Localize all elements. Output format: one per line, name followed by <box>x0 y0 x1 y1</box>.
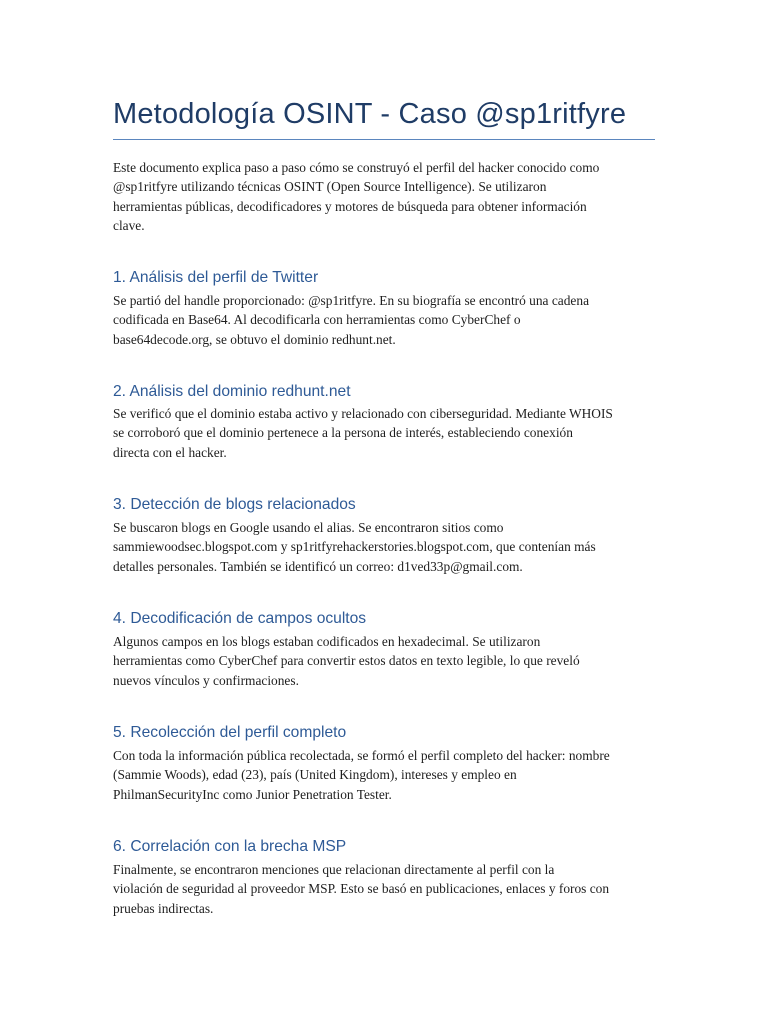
section-paragraph-blogs <box>113 518 658 576</box>
paragraph-line: violación de seguridad al proveedor MSP. Esto se basó en publicaciones, enlaces y foros con <box>113 881 610 897</box>
paragraph-line: Se buscaron blogs en Google usando el alias. Se encontraron sitios como <box>113 520 504 535</box>
section-paragraph-domain <box>113 404 658 462</box>
intro-paragraph <box>113 158 658 236</box>
paragraph-line: nuevos vínculos y confirmaciones. <box>113 672 299 688</box>
section-paragraph-decoding <box>113 632 658 690</box>
paragraph-line: Se verificó que el dominio estaba activo y relacionado con ciberseguridad. Mediante WHOIS <box>113 406 613 421</box>
section-paragraph-profile <box>113 746 658 804</box>
paragraph-line: Se partió del handle proporcionado: @sp1ritfyre. En su biografía se encontró una cadena <box>113 293 590 308</box>
paragraph-line: @sp1ritfyre utilizando técnicas OSINT (Open Source Intelligence). Se utilizaron <box>113 179 547 195</box>
section-heading-msp-breach: 6. Correlación con la brecha MSP <box>113 838 347 855</box>
page-title: Metodología OSINT - Caso @sp1ritfyre <box>113 98 627 130</box>
paragraph-line: Este documento explica paso a paso cómo se construyó el perfil del hacker conocido como <box>113 160 600 175</box>
paragraph-line: se corroboró que el dominio pertenece a la persona de interés, estableciendo conexión <box>113 425 573 441</box>
paragraph-line: base64decode.org, se obtuvo el dominio redhunt.net. <box>113 331 396 347</box>
section-heading-blogs: 3. Detección de blogs relacionados <box>113 496 356 513</box>
paragraph-line: detalles personales. También se identificó un correo: d1ved33p@gmail.com. <box>113 558 523 574</box>
paragraph-line: Con toda la información pública recolectada, se formó el perfil completo del hacker: nombre <box>113 748 610 763</box>
paragraph-line: PhilmanSecurityInc como Junior Penetration Tester. <box>113 786 392 802</box>
paragraph-line: clave. <box>113 218 145 234</box>
paragraph-line: Finalmente, se encontraron menciones que relacionan directamente al perfil con la <box>113 862 555 877</box>
paragraph-line: directa con el hacker. <box>113 444 227 460</box>
section-paragraph-msp-breach <box>113 860 658 918</box>
paragraph-line: Algunos campos en los blogs estaban codificados en hexadecimal. Se utilizaron <box>113 634 541 649</box>
title-underline <box>113 139 655 140</box>
section-paragraph-twitter <box>113 291 658 349</box>
section-heading-profile: 5. Recolección del perfil completo <box>113 724 347 741</box>
section-heading-decoding: 4. Decodificación de campos ocultos <box>113 610 367 627</box>
paragraph-line: herramientas como CyberChef para convertir estos datos en texto legible, lo que reveló <box>113 653 580 669</box>
paragraph-line: (Sammie Woods), edad (23), país (United Kingdom), intereses y empleo en <box>113 767 517 783</box>
paragraph-line: codificada en Base64. Al decodificarla con herramientas como CyberChef o <box>113 312 521 328</box>
section-heading-domain: 2. Análisis del dominio redhunt.net <box>113 383 351 400</box>
paragraph-line: herramientas públicas, decodificadores y motores de búsqueda para obtener información <box>113 198 587 214</box>
paragraph-line: sammiewoodsec.blogspot.com y sp1ritfyrehackerstories.blogspot.com, que contenían más <box>113 539 596 555</box>
section-heading-twitter: 1. Análisis del perfil de Twitter <box>113 269 319 286</box>
paragraph-line: pruebas indirectas. <box>113 900 214 916</box>
